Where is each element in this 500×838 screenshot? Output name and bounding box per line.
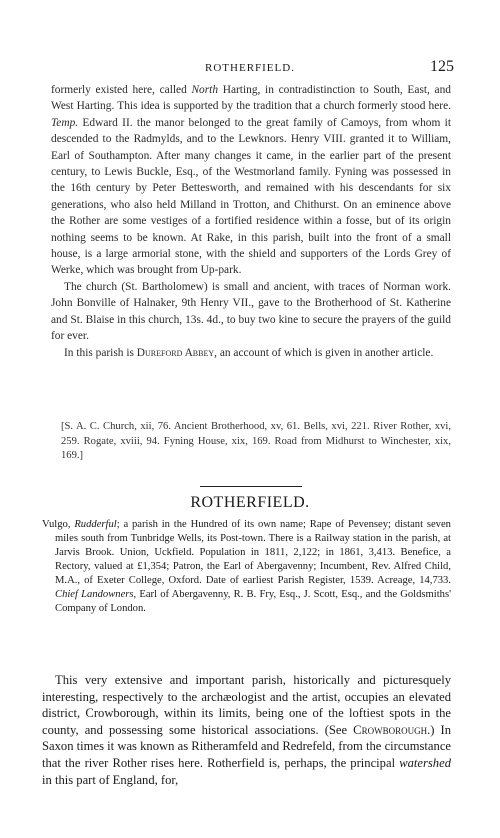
harting-paragraph-abbey xyxy=(51,345,451,361)
harting-continued-text xyxy=(51,82,451,361)
text-run: ; a parish in the Hundred of its own name; Rape of Pevensey; distant seven miles south from Tunbridge Wells, its Post-town. There is a Railway station in the parish, at Jarvis Brook. Union, Uckfield. Population in 1811, 2,122; in 1861, 3,413. Benefice, a Rectory, valued at £1,354; Patron, the Earl of Abergavenny; Incumbent, Rev. Alfred Child, M.A., of Exeter College, Oxford. Date of earliest Parish Register, 1539. Acreage, 14,733. xyxy=(55,519,451,586)
italic-run: North xyxy=(191,84,219,96)
references-note: [S. A. C. Church, xii, 76. Ancient Brotherhood, xv, 61. Bells, xvi, 221. River Rother, xvi, 259. Rogate, xviii, 94. Fyning House, xix, 169. Road from Midhurst to Winchester, xix, 169.] xyxy=(61,421,451,462)
running-title: ROTHERFIELD. xyxy=(205,62,295,74)
text-run: Vulgo, xyxy=(42,519,75,530)
text-run: In this parish is xyxy=(64,346,137,359)
text-run: Edward II. the manor belonged to the great family of Camoys, from whom it descended to the Radmylds, and to the Lewknors. Henry VIII. granted it to William, Earl of Southampton. After many changes it came, in the earlier part of the present century, to Lewis Buckle, Esq., of the Westmorland family. Fyning was possessed in the 16th century by Peter Bettesworth, and remained with his descendants for six generations, who also held Milland in Trotton, and Chithurst. On an eminence above the Rother are some vestiges of a fortified residence within a fosse, but of its origin nothing seems to be known. At Rake, in this parish, built into the front of a small house, is a large armorial stone, with the shield and supporters of the Lords Grey of Werke, which was brought from Up-park. xyxy=(51,116,451,277)
entry-paragraph xyxy=(42,518,451,616)
small-caps-run: Crowborough xyxy=(353,722,428,737)
text-run: This very extensive and important parish, historically and picturesquely interesting, respectively to the archæologist and the artist, occupies an elevated district, Crowborough, within its limits, being one of the loftiest spots in the county, and possessing some historical associations. (See xyxy=(42,673,451,737)
rotherfield-description xyxy=(42,672,451,788)
gazetteer-entry xyxy=(42,518,451,616)
section-title: ROTHERFIELD. xyxy=(190,494,310,511)
italic-run: watershed xyxy=(399,755,451,770)
text-run: .) In Saxon times it was known as Ritheramfeld and Redrefeld, from the circumstance that the river Rother rises here. Rotherfield is, perhaps, the principal xyxy=(42,722,452,770)
text-run: in this part of England, for, xyxy=(42,772,179,787)
section-divider xyxy=(200,486,302,487)
small-caps-run: Dureford Abbey xyxy=(136,346,215,359)
italic-run: Rudderful xyxy=(74,519,117,530)
rotherfield-paragraph xyxy=(42,672,451,788)
text-run: formerly existed here, called xyxy=(51,84,192,96)
text-run: Harting, in contradistinction to South, East, and West Harting. This idea is supported by the tradition that a church formerly stood here. xyxy=(51,84,452,113)
text-run: , Earl of Abergavenny, R. B. Fry, Esq., J. Scott, Esq., and the Goldsmiths' Company of London. xyxy=(55,589,451,614)
italic-run: Chief Landowners xyxy=(55,589,134,600)
italic-run: Temp. xyxy=(51,116,79,129)
page-number: 125 xyxy=(430,58,454,75)
running-head xyxy=(0,58,500,78)
harting-paragraph-1 xyxy=(51,82,451,279)
harting-paragraph-church: The church (St. Bartholomew) is small and ancient, with traces of Norman work. John Bonville of Halnaker, 9th Henry VII., gave to the Brotherhood of St. Katherine and St. Blaise in this church, 13s. 4d., to buy two kine to secure the prayers of the guild for ever. xyxy=(51,280,451,343)
text-run: , an account of which is given in another article. xyxy=(214,346,434,359)
